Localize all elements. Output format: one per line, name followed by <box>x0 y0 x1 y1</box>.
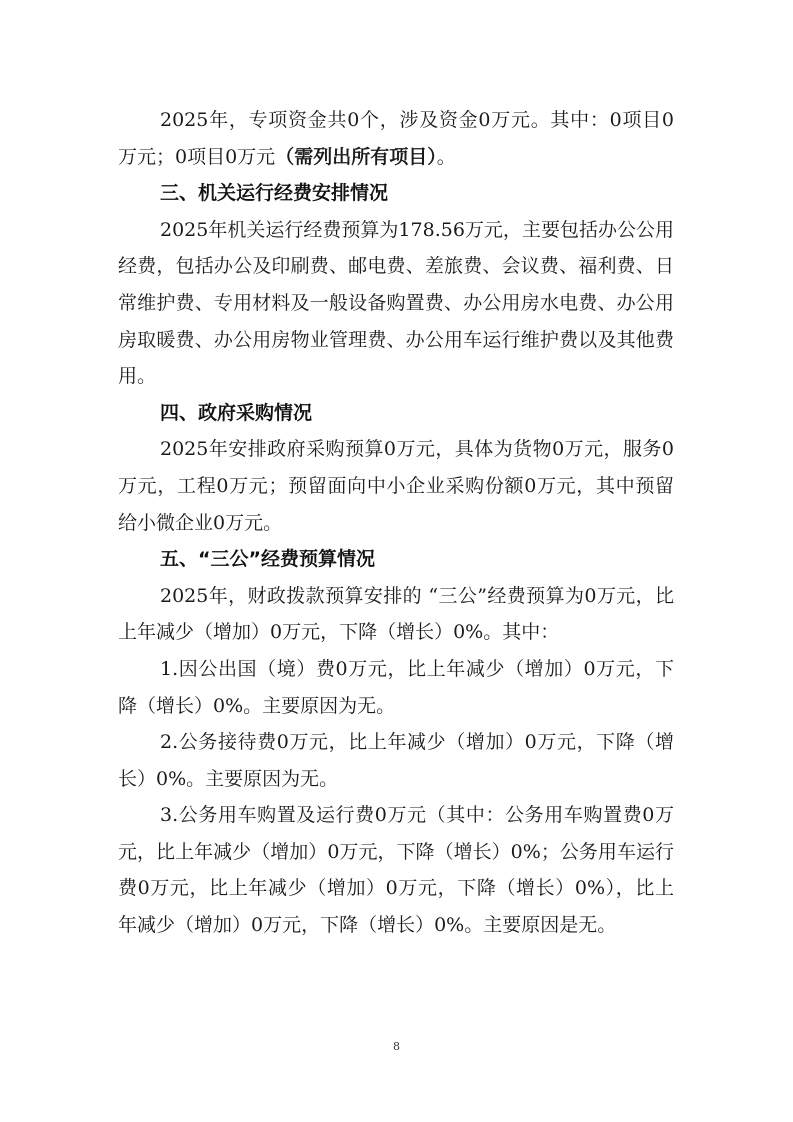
vehicle-paragraph: 3.公务用车购置及运行费0万元（其中：公务用车购置费0万元，比上年减少（增加）0万元，下降（增长）0%；公务用车运行费0万元，比上年减少（增加）0万元，下降（增长）0%），比上年减少（增加）0万元，下降（增长）0%。主要原因是无。 <box>118 804 674 937</box>
section-heading-three-public: 五、“三公”经费预算情况 <box>160 548 375 571</box>
document-body <box>118 102 674 944</box>
special-funds-note: （需列出所有项目） <box>275 145 437 168</box>
overseas-travel-paragraph: 1.因公出国（境）费0万元，比上年减少（增加）0万元，下降（增长）0%。主要原因为无。 <box>118 657 674 717</box>
page-number: 8 <box>393 1040 400 1053</box>
section-heading-procurement: 四、政府采购情况 <box>160 401 313 424</box>
special-funds-text: 2025年，专项资金共0个，涉及资金0万元。其中：0项目0万元；0项目0万元 <box>118 109 674 168</box>
procurement-paragraph: 2025年安排政府采购预算0万元，具体为货物0万元，服务0万元，工程0万元；预留面向中小企业采购份额0万元，其中预留给小微企业0万元。 <box>118 438 674 534</box>
section-heading-operating-costs: 三、机关运行经费安排情况 <box>160 182 389 205</box>
three-public-summary-paragraph: 2025年，财政拨款预算安排的 “三公”经费预算为0万元，比上年减少（增加）0万元，下降（增长）0%。其中： <box>118 584 674 644</box>
special-funds-paragraph <box>118 102 674 175</box>
reception-paragraph: 2.公务接待费0万元，比上年减少（增加）0万元，下降（增长）0%。主要原因为无。 <box>118 731 674 790</box>
special-funds-end: 。 <box>436 145 456 168</box>
operating-costs-paragraph: 2025年机关运行经费预算为178.56万元，主要包括办公公用经费，包括办公及印刷费、邮电费、差旅费、会议费、福利费、日常维护费、专用材料及一般设备购置费、办公用房水电费、办公用房取暖费、办公用房物业管理费、办公用车运行维护费以及其他费用。 <box>118 218 674 388</box>
